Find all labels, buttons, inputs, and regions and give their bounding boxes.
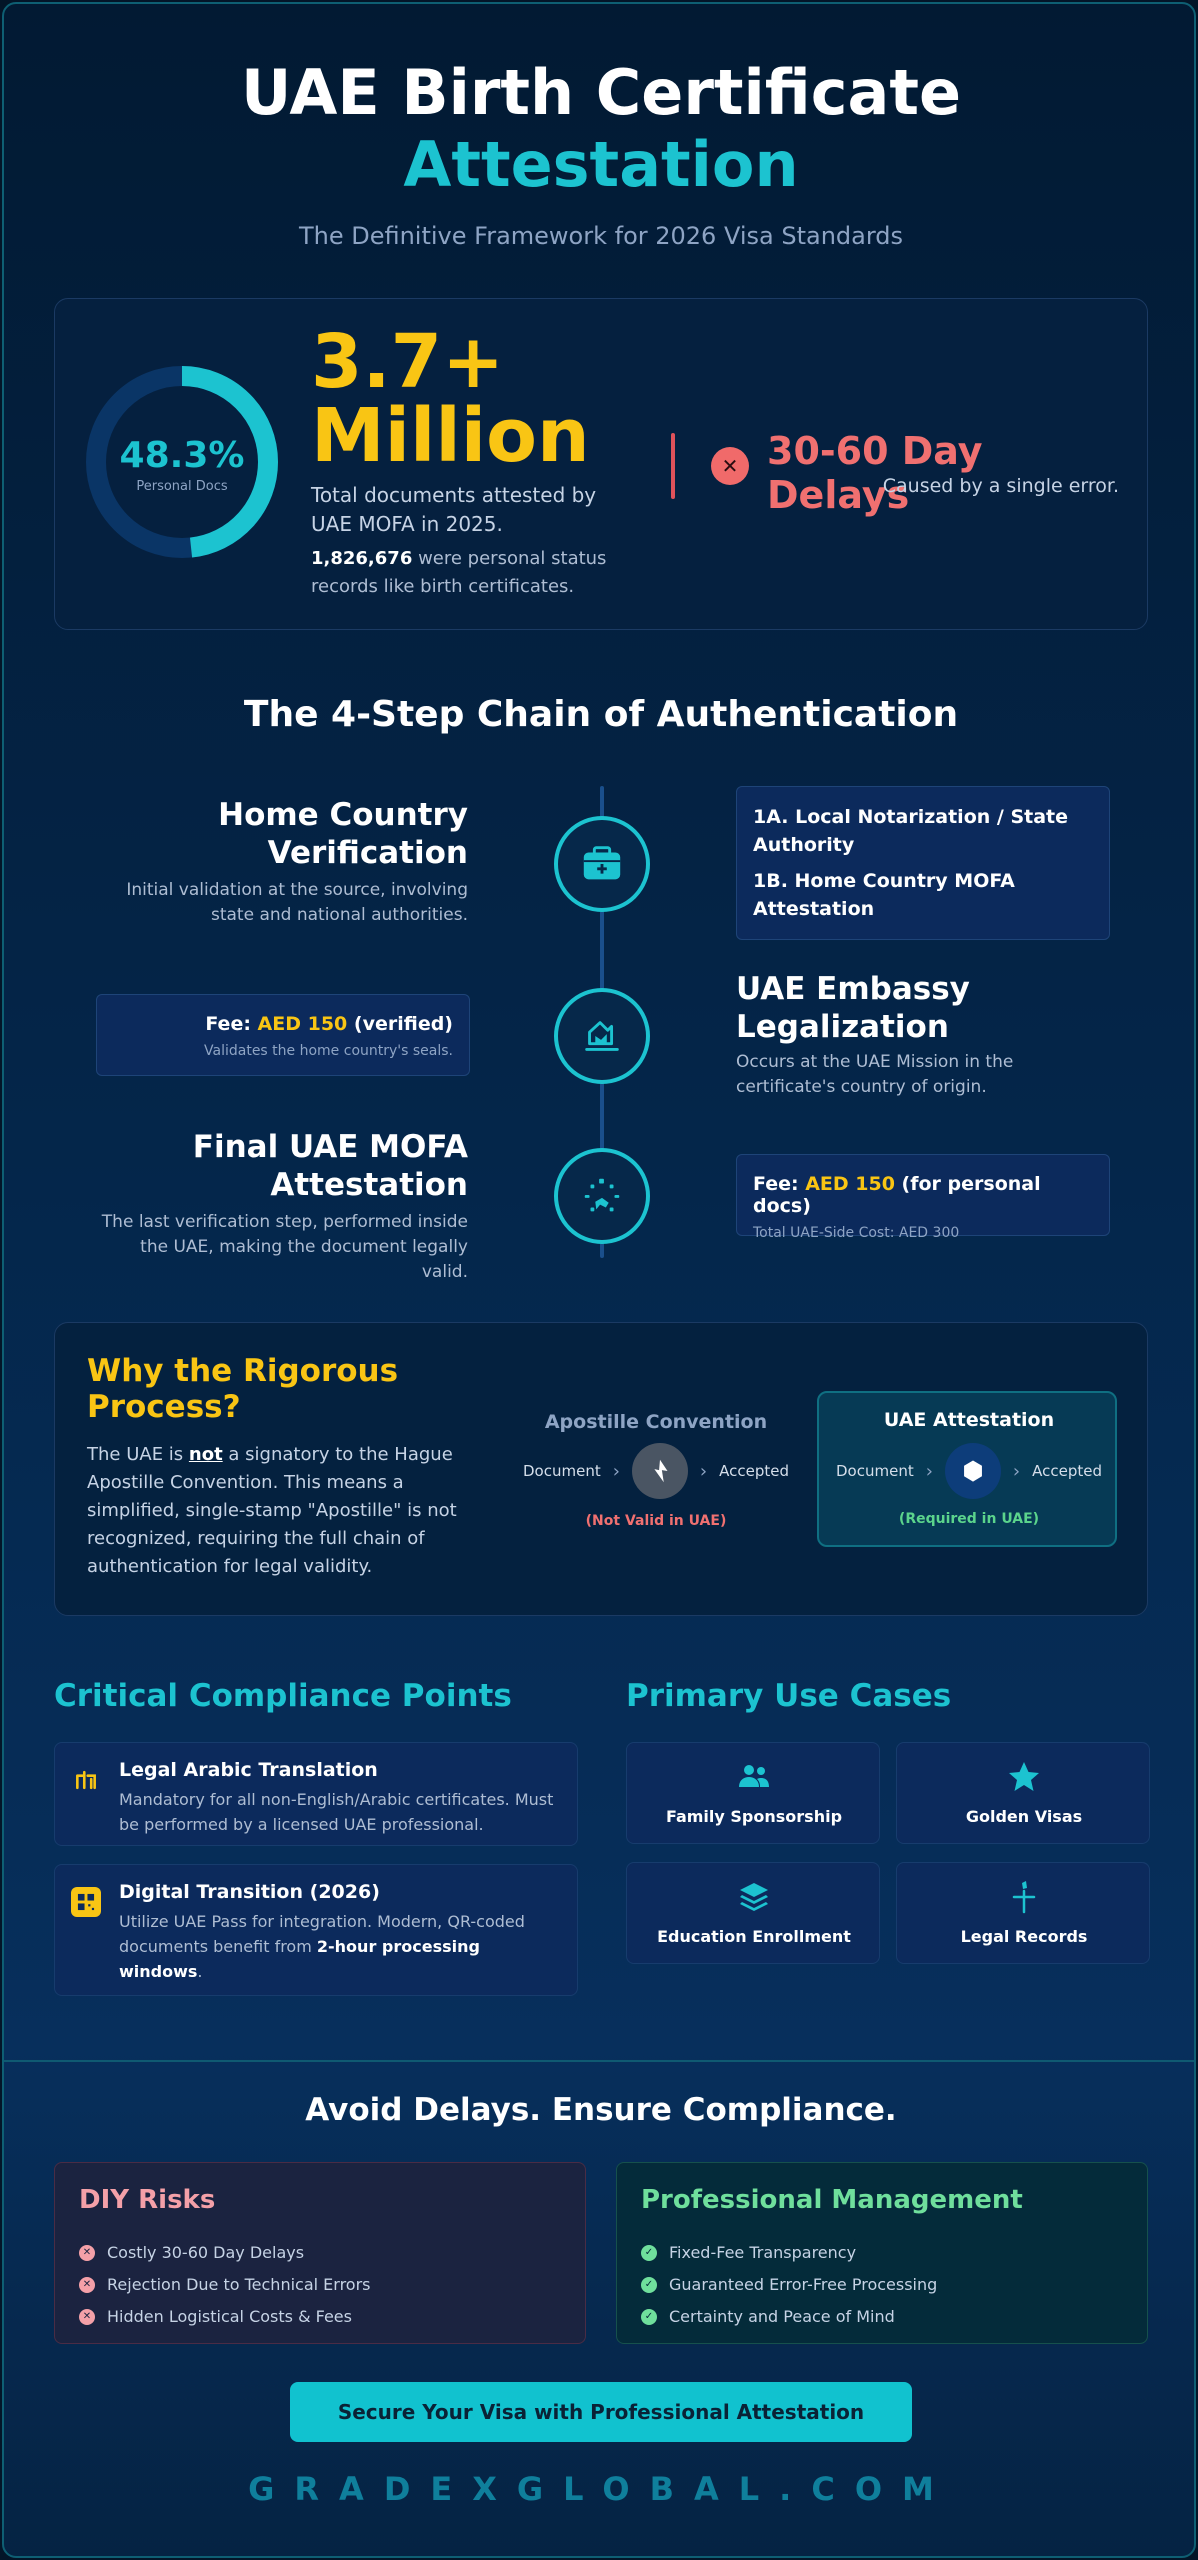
- hexagon-icon: [945, 1443, 1001, 1499]
- step1-text: Initial validation at the source, involving state and national authorities.: [126, 880, 468, 925]
- apostille-note: (Not Valid in UAE): [585, 1513, 727, 1529]
- apostille-to: Accepted: [719, 1462, 789, 1480]
- step2-fee-box: [96, 994, 470, 1076]
- use-case-label: Education Enrollment: [657, 1927, 851, 1946]
- use-cases-title: Primary Use Cases: [626, 1678, 952, 1714]
- use-case-label: Legal Records: [960, 1927, 1088, 1946]
- use-case-education: [626, 1862, 880, 1964]
- x-circle-icon: ✕: [79, 2245, 95, 2261]
- cta-button[interactable]: Secure Your Visa with Professional Attestation: [290, 2382, 912, 2442]
- step3-fee-amount: AED 150: [805, 1173, 895, 1195]
- step3-fee-sub: Total UAE-Side Cost: AED 300: [753, 1225, 960, 1241]
- x-circle-icon: ✕: [79, 2277, 95, 2293]
- site-domain-link[interactable]: GRADEXGLOBAL.COM: [248, 2470, 954, 2508]
- diy-risks-title: DIY Risks: [79, 2185, 216, 2215]
- step1-detail-b: 1B. Home Country MOFA Attestation: [753, 870, 1015, 920]
- step2-fee: [113, 1013, 453, 1035]
- step2-fee-prefix: Fee:: [205, 1013, 258, 1035]
- check-circle-icon: ✓: [641, 2277, 657, 2293]
- apostille-flow: [521, 1443, 791, 1499]
- risk-item-text: Costly 30-60 Day Delays: [107, 2243, 305, 2262]
- step3-heading-line1: Final UAE MOFA: [192, 1129, 468, 1165]
- page-subtitle: The Definitive Framework for 2026 Visa Standards: [298, 222, 904, 250]
- step2-fee-amount: AED 150: [257, 1013, 348, 1035]
- compliance-item-title: Legal Arabic Translation: [119, 1759, 378, 1781]
- gavel-icon: [897, 1879, 1151, 1919]
- step2-heading-line2: Legalization: [736, 1009, 949, 1045]
- risk-item-text: Rejection Due to Technical Errors: [107, 2275, 371, 2294]
- use-case-legal: [896, 1862, 1150, 1964]
- check-circle-icon: ✓: [641, 2309, 657, 2325]
- apostille-from: Document: [523, 1462, 601, 1480]
- id-card-icon: [579, 841, 625, 887]
- compliance-item-text: Mandatory for all non-English/Arabic certificates. Must be performed by a licensed UAE professional.: [119, 1790, 554, 1834]
- diy-risks-card: [54, 2162, 586, 2344]
- why-text-before: The UAE is: [87, 1444, 189, 1465]
- delay-title: 30-60 Day Delays: [767, 429, 983, 517]
- step3-fee-box: [736, 1154, 1110, 1241]
- infographic-frame: [2, 2, 1196, 2558]
- layers-icon: [627, 1879, 881, 1919]
- stat-note-strong: 1,826,676: [311, 548, 413, 569]
- bottom-title: Avoid Delays. Ensure Compliance.: [305, 2092, 897, 2128]
- uae-attestation-note: (Required in UAE): [898, 1511, 1040, 1527]
- use-case-golden-visas: [896, 1742, 1150, 1844]
- use-case-family: [626, 1742, 880, 1844]
- uae-attestation-title: UAE Attestation: [883, 1409, 1055, 1431]
- embassy-icon: [579, 1013, 625, 1059]
- pro-item: [641, 2275, 937, 2294]
- stat-note: [311, 545, 621, 601]
- chevron-right-icon: ›: [612, 1460, 620, 1482]
- big-stat-line1: 3.7+: [311, 319, 505, 405]
- professional-title: Professional Management: [641, 2185, 1023, 2215]
- compliance-title: Critical Compliance Points: [54, 1678, 512, 1714]
- page-title-accent: Attestation: [403, 128, 799, 201]
- step2-circle: [554, 988, 650, 1084]
- use-case-label: Family Sponsorship: [665, 1807, 843, 1826]
- uae-to: Accepted: [1032, 1462, 1102, 1480]
- step1-details-box: [736, 786, 1110, 940]
- stat-description: Total documents attested by UAE MOFA in 2025.: [311, 483, 597, 536]
- chevron-right-icon: ›: [925, 1460, 933, 1482]
- chain-title: The 4-Step Chain of Authentication: [243, 694, 959, 735]
- why-title: Why the Rigorous Process?: [87, 1353, 399, 1425]
- step3-circle: [554, 1148, 650, 1244]
- step2-heading-line1: UAE Embassy: [736, 971, 970, 1007]
- compliance-item-digital: [54, 1864, 578, 1996]
- translate-icon: [71, 1765, 101, 1795]
- chevron-right-icon: ›: [699, 1460, 708, 1482]
- step1-detail-a: 1A. Local Notarization / State Authority: [753, 806, 1069, 856]
- step3-text: The last verification step, performed inside the UAE, making the document legally valid.: [101, 1212, 468, 1282]
- step1-heading-line1: Home Country: [218, 797, 468, 833]
- step3-fee-suffix: (for personal docs): [753, 1173, 1041, 1217]
- stat-note-text: were personal status records like birth certificates.: [311, 548, 607, 597]
- page-title: UAE Birth Certificate: [240, 56, 962, 129]
- big-stat-number: [311, 319, 611, 479]
- users-icon: [627, 1759, 881, 1799]
- why-text: [87, 1441, 487, 1581]
- compliance-item-title: Digital Transition (2026): [119, 1881, 380, 1903]
- step2-fee-sub: Validates the home country's seals.: [204, 1043, 453, 1059]
- section-divider: [4, 2060, 1196, 2062]
- x-circle-icon: ✕: [79, 2309, 95, 2325]
- use-case-label: Golden Visas: [965, 1807, 1083, 1826]
- donut-value: 48.3%: [119, 435, 245, 476]
- chevron-right-icon: ›: [1012, 1460, 1021, 1482]
- sparkle-stamp-icon: [579, 1173, 625, 1219]
- professional-card: [616, 2162, 1148, 2344]
- uae-flow: [819, 1443, 1119, 1499]
- compliance-text-before: Utilize UAE Pass for integration. Modern, QR-coded documents benefit from: [119, 1912, 525, 1956]
- why-text-emphasis: not: [188, 1444, 223, 1465]
- stamp-icon: [632, 1443, 688, 1499]
- step2-heading: [736, 970, 1116, 1046]
- pro-item: [641, 2243, 856, 2262]
- stats-card: [54, 298, 1148, 630]
- step2-text: Occurs at the UAE Mission in the certificate's country of origin.: [736, 1052, 1014, 1097]
- why-card: [54, 1322, 1148, 1616]
- step1-circle: [554, 816, 650, 912]
- pro-item-text: Fixed-Fee Transparency: [669, 2243, 857, 2262]
- close-circle-icon: ✕: [711, 447, 749, 485]
- compliance-text-strong: 2-hour processing windows: [119, 1937, 480, 1981]
- compliance-text-after: .: [197, 1962, 203, 1981]
- step3-heading: [90, 1128, 468, 1204]
- donut-label: Personal Docs: [136, 479, 228, 494]
- risk-item-text: Hidden Logistical Costs & Fees: [107, 2307, 352, 2326]
- big-stat-line2: Million: [311, 393, 590, 479]
- delay-subtitle: Caused by a single error.: [882, 475, 1119, 497]
- uae-from: Document: [836, 1462, 914, 1480]
- step3-fee-prefix: Fee:: [753, 1173, 806, 1195]
- why-text-after: a signatory to the Hague Apostille Convention. This means a simplified, single-stamp "Apostille" is not recognized, requiring the full chain of authentication for legal validity.: [87, 1444, 457, 1577]
- pro-item-text: Guaranteed Error-Free Processing: [669, 2275, 938, 2294]
- apostille-title: Apostille Convention: [544, 1411, 768, 1433]
- uae-attestation-box: [817, 1391, 1117, 1547]
- compliance-item-translation: [54, 1742, 578, 1846]
- compliance-item-text: [119, 1909, 563, 1984]
- pro-item: [641, 2307, 895, 2326]
- step2-fee-suffix: (verified): [347, 1013, 453, 1035]
- step3-fee: [753, 1173, 1093, 1217]
- check-circle-icon: ✓: [641, 2245, 657, 2261]
- star-icon: [897, 1759, 1151, 1799]
- qr-code-icon: [71, 1887, 101, 1917]
- risk-item: [79, 2243, 304, 2262]
- risk-item: [79, 2275, 371, 2294]
- pro-item-text: Certainty and Peace of Mind: [669, 2307, 895, 2326]
- step3-heading-line2: Attestation: [270, 1167, 468, 1203]
- step1-heading: [90, 796, 468, 872]
- step1-heading-line2: Verification: [267, 835, 468, 871]
- risk-item: [79, 2307, 352, 2326]
- alert-divider: [671, 433, 675, 499]
